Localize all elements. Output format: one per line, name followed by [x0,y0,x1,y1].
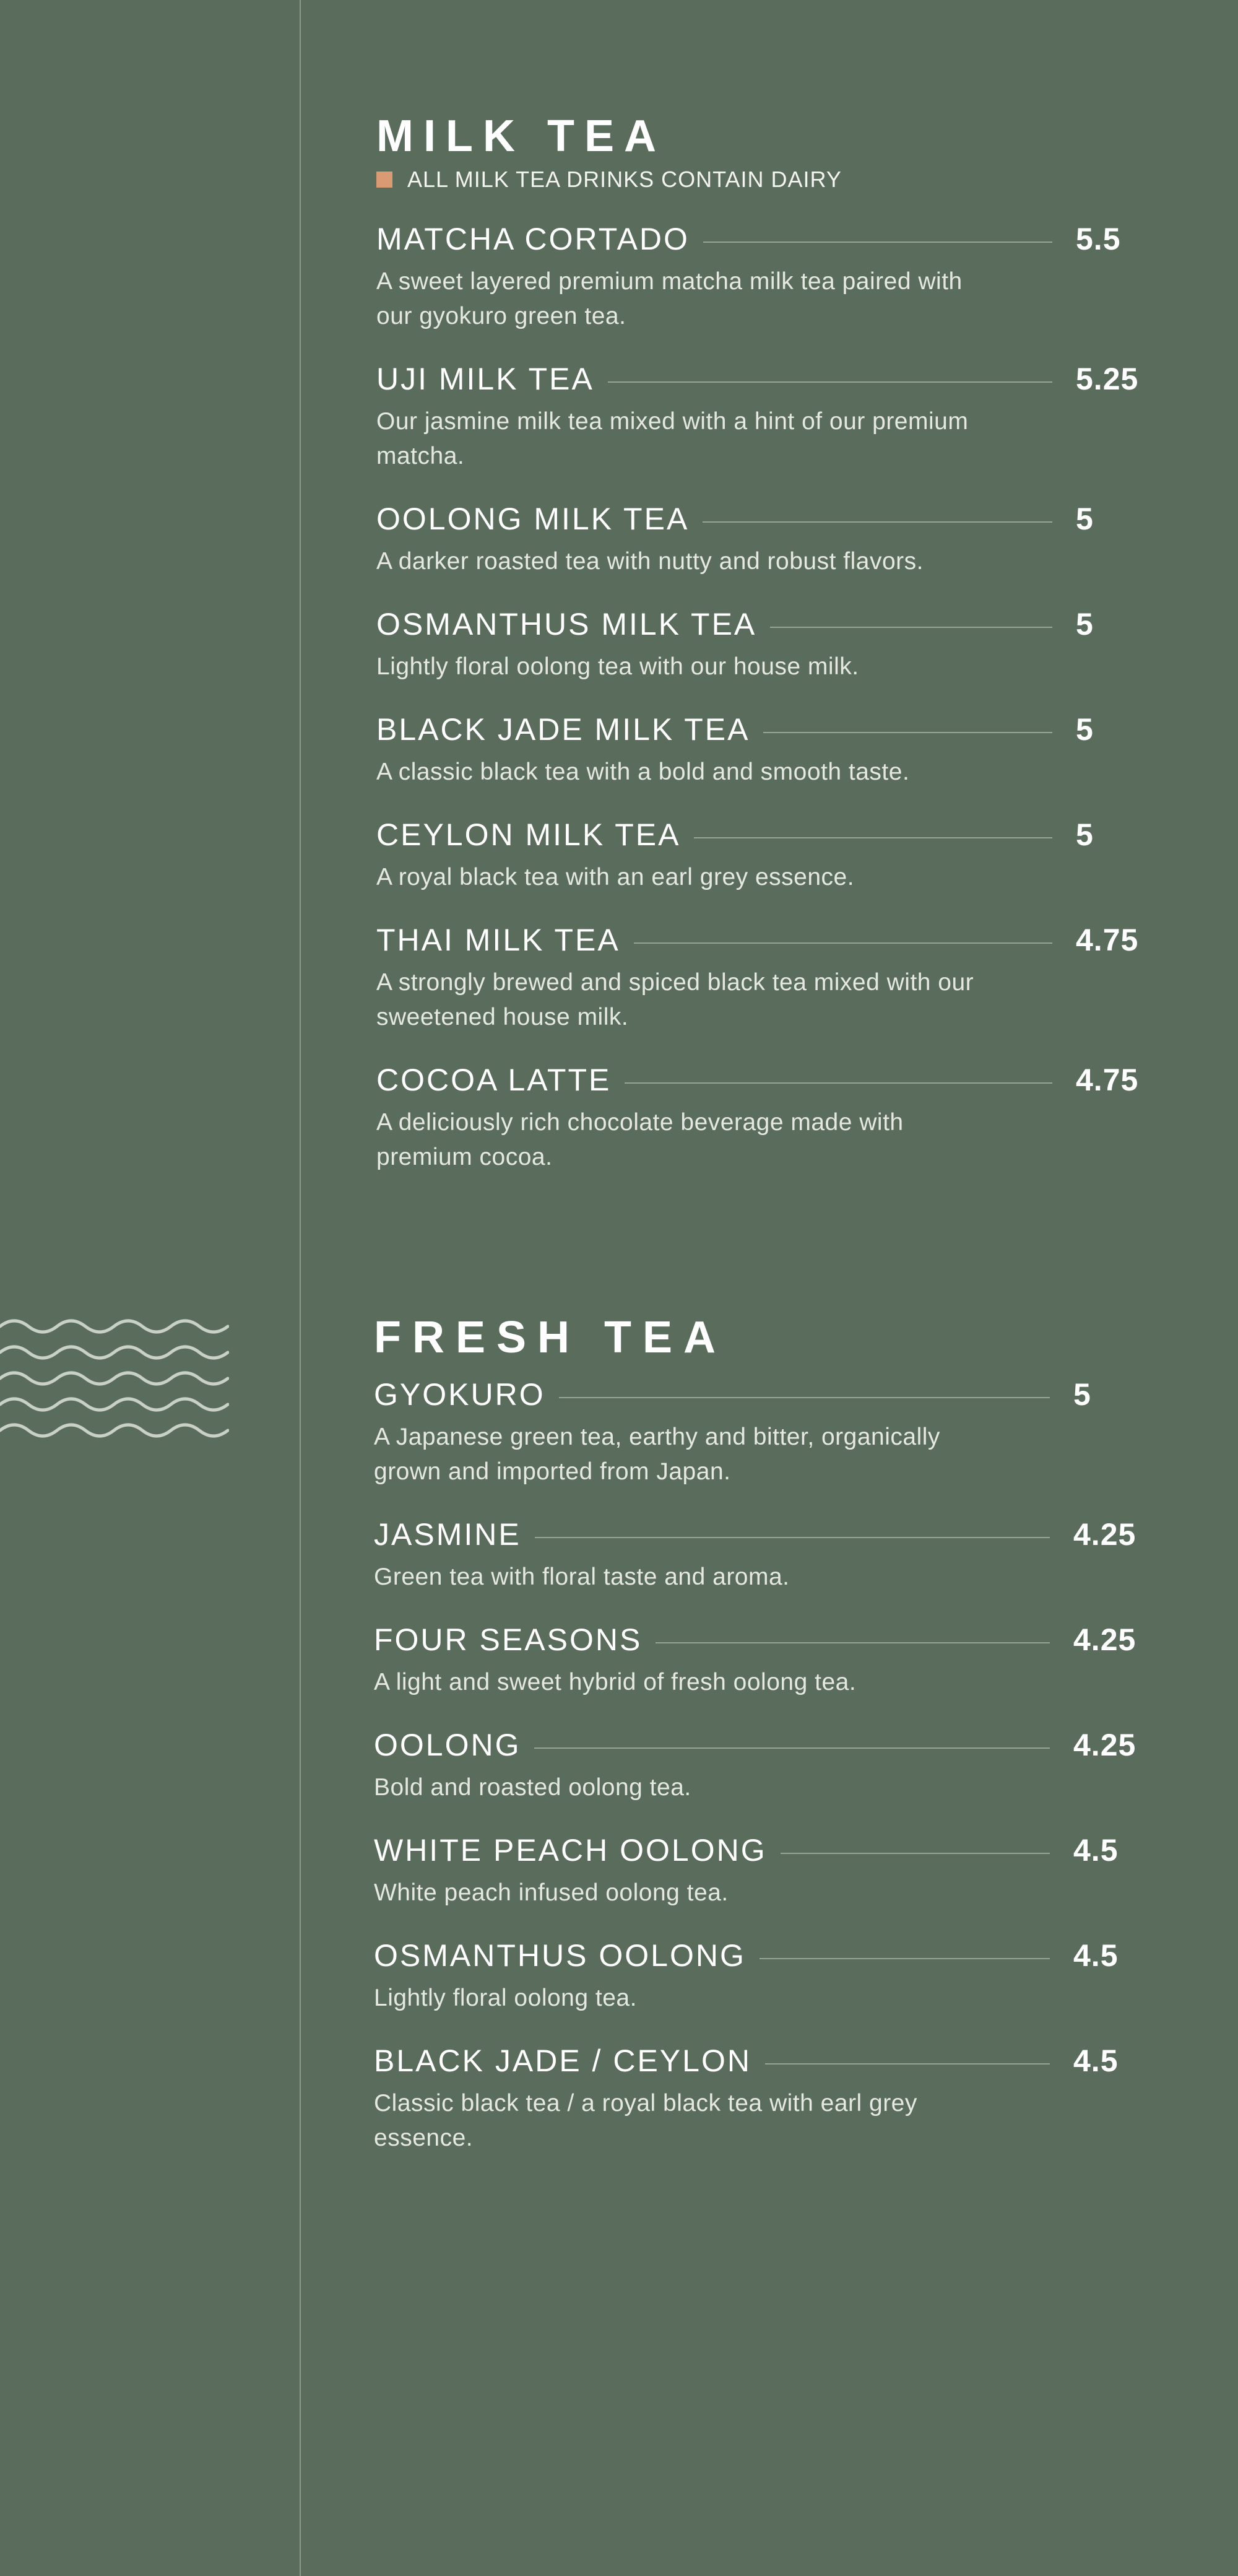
menu-item-description: Lightly floral oolong tea. [374,1985,637,2011]
menu-item-header [376,360,1156,398]
section-title: FRESH TEA [374,1313,727,1362]
leader-line [694,837,1052,838]
menu-item-price: 5 [1073,1377,1091,1412]
menu-item-header [376,1061,1156,1099]
menu-list [374,1375,1154,2156]
menu-item-description: White peach infused oolong tea. [374,1879,729,1906]
menu-item-header [376,605,1156,643]
menu-item-name: COCOA LATTE [376,1063,612,1097]
menu-item-header [374,1726,1154,1764]
menu-item-description: A classic black tea with a bold and smooth taste. [376,759,910,785]
menu-item-description: A light and sweet hybrid of fresh oolong tea. [374,1669,857,1695]
menu-item-description: Bold and roasted oolong tea. [374,1774,691,1801]
leader-line [608,381,1052,383]
menu-item-name: MATCHA CORTADO [376,222,690,256]
leader-line [656,1642,1050,1643]
menu-item-price: 4.5 [1073,2043,1119,2078]
menu-item-price: 5 [1076,607,1094,642]
leader-line [703,242,1052,243]
menu-item-name: FOUR SEASONS [374,1622,643,1657]
menu-item [374,1515,1154,1595]
menu-item-name: UJI MILK TEA [376,362,594,396]
menu-item-price: 4.25 [1073,1517,1136,1552]
menu-item-price: 5 [1076,502,1094,536]
menu-item-price: 5.5 [1076,222,1121,256]
menu-item [374,1375,1154,1489]
dairy-note [376,167,1156,193]
menu-item-name: OSMANTHUS MILK TEA [376,607,757,642]
menu-item-description: Classic black tea / a royal black tea with earl grey essence. [374,2090,917,2151]
menu-item-description: A deliciously rich chocolate beverage made with premium cocoa. [376,1109,904,1170]
menu-item-price: 5 [1076,817,1094,852]
menu-item-name: BLACK JADE MILK TEA [376,712,750,747]
menu-item-name: OOLONG [374,1728,521,1762]
section-title: MILK TEA [376,111,666,161]
menu-item-price: 4.75 [1076,923,1139,957]
menu-item-name: OOLONG MILK TEA [376,502,690,536]
menu-item [376,500,1156,579]
menu-item [376,1061,1156,1175]
menu-item [376,605,1156,684]
fresh-tea-section [374,1310,1154,2182]
wavy-lines-icon [0,1313,229,1449]
milk-tea-section [376,108,1156,1201]
menu-item [376,360,1156,474]
leader-line [765,2063,1050,2065]
menu-item-description: A Japanese green tea, earthy and bitter, organically grown and imported from Japan. [374,1424,940,1485]
menu-item [374,1936,1154,2016]
menu-list [376,220,1156,1175]
menu-item-name: GYOKURO [374,1377,545,1412]
menu-item [374,1831,1154,1910]
divider-line [300,0,301,2576]
menu-item [376,816,1156,895]
menu-item-description: Green tea with floral taste and aroma. [374,1564,790,1590]
menu-item-price: 5 [1076,712,1094,747]
menu-item-header [376,500,1156,538]
leader-line [763,732,1052,733]
menu-item-header [376,816,1156,854]
leader-line [781,1853,1050,1854]
menu-item-header [374,1515,1154,1554]
menu-item [374,1726,1154,1805]
menu-item-header [376,220,1156,258]
menu-item [376,220,1156,334]
square-bullet-icon [376,172,392,188]
menu-item [374,2042,1154,2156]
menu-item-price: 4.25 [1073,1622,1136,1657]
menu-item-header [374,1621,1154,1659]
menu-item-name: JASMINE [374,1517,521,1552]
menu-item-header [376,921,1156,959]
leader-line [559,1397,1050,1398]
menu-item-price: 5.25 [1076,362,1139,396]
menu-item-price: 4.5 [1073,1833,1119,1868]
menu-item-price: 4.25 [1073,1728,1136,1762]
menu-item [376,710,1156,790]
menu-item-header [376,710,1156,749]
menu-item [376,921,1156,1035]
menu-item-name: OSMANTHUS OOLONG [374,1938,746,1973]
leader-line [703,521,1052,523]
leader-line [760,1958,1050,1959]
menu-item-description: A sweet layered premium matcha milk tea paired with our gyokuro green tea. [376,268,963,329]
menu-item-price: 4.5 [1073,1938,1119,1973]
dairy-note-text: ALL MILK TEA DRINKS CONTAIN DAIRY [407,167,842,192]
menu-item-name: BLACK JADE / CEYLON [374,2043,751,2078]
menu-item-header [374,1831,1154,1869]
menu-item-description: A royal black tea with an earl grey essence. [376,864,855,890]
leader-line [770,627,1052,628]
leader-line [634,942,1052,944]
menu-item-header [374,1936,1154,1975]
menu-item [374,1621,1154,1700]
menu-item-name: THAI MILK TEA [376,923,620,957]
leader-line [534,1747,1050,1749]
leader-line [625,1082,1052,1084]
menu-item-description: Lightly floral oolong tea with our house milk. [376,653,859,680]
menu-item-name: WHITE PEACH OOLONG [374,1833,767,1868]
menu-item-header [374,2042,1154,2080]
leader-line [535,1537,1050,1538]
menu-item-description: Our jasmine milk tea mixed with a hint of our premium matcha. [376,408,969,469]
menu-item-price: 4.75 [1076,1063,1139,1097]
menu-item-name: CEYLON MILK TEA [376,817,681,852]
menu-item-header [374,1375,1154,1414]
menu-item-description: A darker roasted tea with nutty and robust flavors. [376,548,924,575]
menu-item-description: A strongly brewed and spiced black tea mixed with our sweetened house milk. [376,969,974,1030]
